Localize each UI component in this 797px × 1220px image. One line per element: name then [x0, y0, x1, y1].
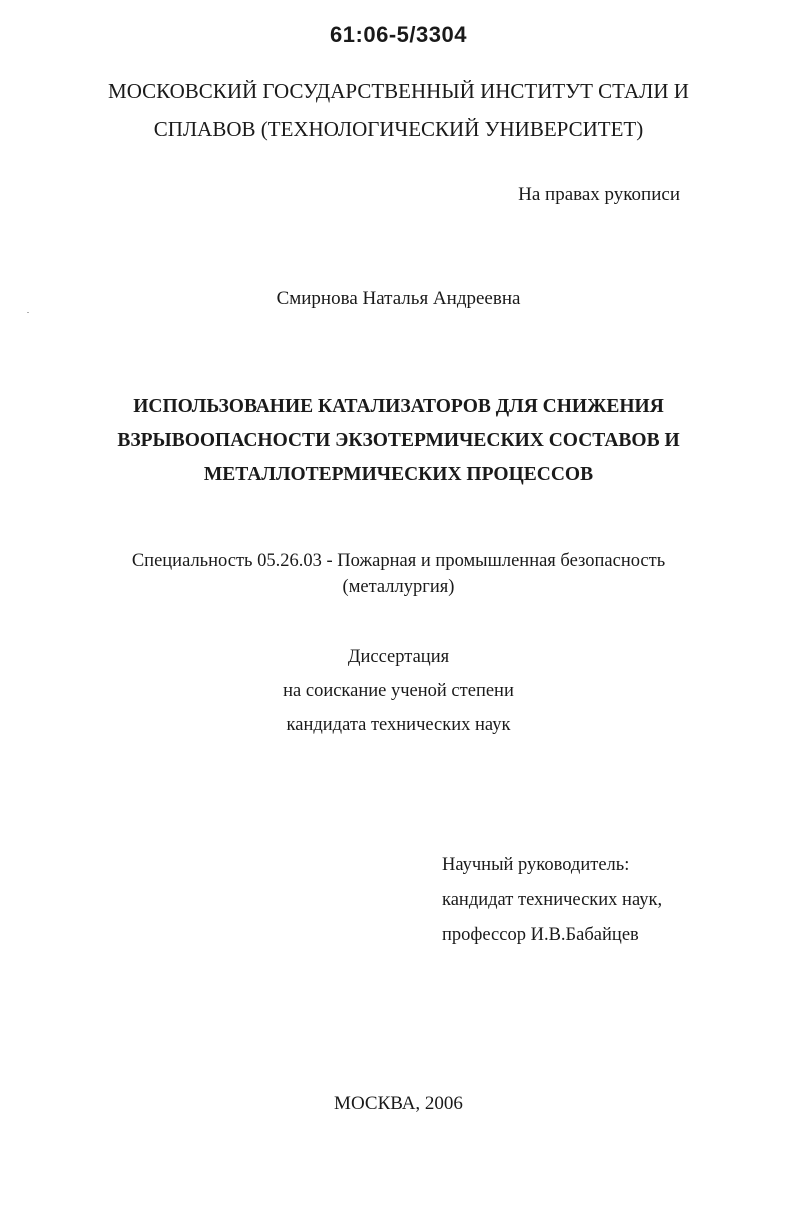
thesis-title-line-3: МЕТАЛЛОТЕРМИЧЕСКИХ ПРОЦЕССОВ — [203, 464, 594, 485]
archive-code: 61:06-5/3304 — [330, 22, 467, 47]
specialty-line-1: Специальность 05.26.03 - Пожарная и промышленная безопасность — [131, 551, 666, 571]
thesis-title — [60, 390, 737, 492]
degree-statement — [0, 640, 797, 742]
specialty — [60, 548, 737, 600]
scan-speck — [27, 312, 29, 313]
institution-line-1: МОСКОВСКИЙ ГОСУДАРСТВЕННЫЙ ИНСТИТУТ СТАЛИ И — [108, 79, 689, 103]
city-year: МОСКВА, 2006 — [334, 1093, 463, 1114]
institution-name — [60, 72, 737, 148]
degree-line-3: кандидата технических наук — [286, 715, 511, 735]
advisor-rank: кандидат технических наук, — [442, 890, 663, 910]
scientific-advisor — [442, 848, 662, 953]
specialty-line-2: (металлургия) — [342, 577, 455, 597]
thesis-title-line-1: ИСПОЛЬЗОВАНИЕ КАТАЛИЗАТОРОВ ДЛЯ СНИЖЕНИЯ — [133, 396, 664, 417]
degree-line-1: Диссертация — [347, 647, 450, 667]
manuscript-note: На правах рукописи — [518, 184, 680, 205]
degree-line-2: на соискание ученой степени — [283, 681, 514, 701]
thesis-title-line-2: ВЗРЫВООПАСНОСТИ ЭКЗОТЕРМИЧЕСКИХ СОСТАВОВ И — [117, 430, 680, 451]
advisor-label: Научный руководитель: — [442, 855, 630, 875]
author-name: Смирнова Наталья Андреевна — [276, 288, 521, 309]
advisor-name: профессор И.В.Бабайцев — [442, 925, 639, 945]
institution-line-2: СПЛАВОВ (ТЕХНОЛОГИЧЕСКИЙ УНИВЕРСИТЕТ) — [153, 117, 644, 141]
